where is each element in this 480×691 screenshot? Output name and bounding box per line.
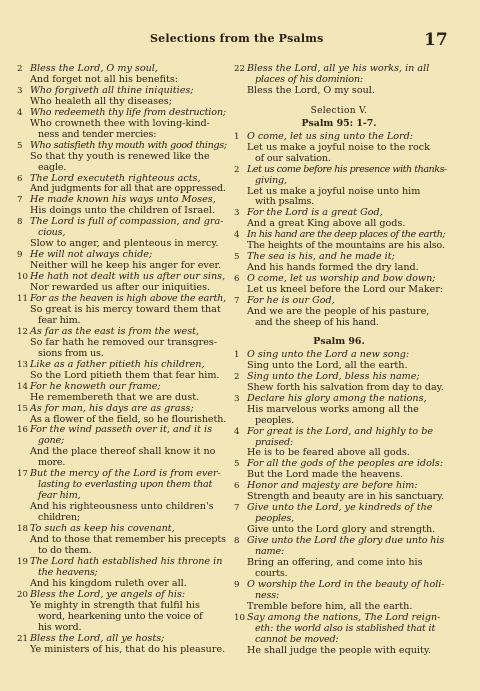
verse-line: And his righteousness unto children's — [30, 501, 214, 513]
verse-line: His doings unto the children of Israel. — [30, 205, 215, 217]
verse-number: 5 — [17, 140, 23, 151]
verse-number: 20 — [17, 589, 28, 600]
verse — [234, 208, 444, 230]
verse-number: 7 — [17, 195, 23, 206]
verse-line: Like as a father pitieth his children, — [30, 358, 205, 370]
verse — [17, 195, 225, 217]
verse-line: fear him, — [38, 490, 81, 502]
verse-line: Ye ministers of his, that do his pleasure. — [30, 643, 226, 655]
verse-line: He will not always chide; — [30, 249, 153, 261]
verse-line: lasting to everlasting upon them that — [38, 479, 213, 491]
verse-line: gone; — [38, 435, 65, 447]
verse — [17, 141, 225, 174]
verse — [17, 590, 225, 634]
verse-line: Bless the Lord, all ye hosts; — [30, 632, 165, 644]
verse-line: courts. — [255, 567, 288, 579]
verse-line: For he is our God, — [247, 295, 335, 307]
verse-number: 6 — [17, 173, 23, 184]
verse-line: He remembereth that we are dust. — [30, 391, 200, 403]
verse-line: So great is his mercy toward them that — [30, 303, 221, 315]
verse-number: 7 — [234, 296, 240, 307]
verse-line: sions from us. — [38, 347, 104, 359]
verse — [234, 252, 444, 274]
verse-line: Honor and majesty are before him: — [247, 480, 418, 492]
verse — [17, 64, 225, 86]
verse-line: His marvelous works among all the — [247, 403, 419, 415]
verse-line: Strength and beauty are in his sanctuary. — [247, 491, 444, 503]
verse-line: In his hand are the deep places of the earth; — [247, 229, 446, 241]
verse-number: 4 — [234, 230, 240, 241]
verse-number: 7 — [234, 503, 240, 514]
verse-line: And forget not all his benefits: — [30, 73, 179, 85]
verse-line: And a great King above all gods. — [247, 218, 406, 230]
verse-number: 3 — [234, 208, 240, 219]
verse-number: 15 — [17, 403, 28, 414]
verse-line: The sea is his, and he made it; — [247, 251, 395, 263]
right-column — [234, 63, 447, 657]
psalm-96-verses — [234, 350, 444, 657]
page-number: 17 — [424, 30, 448, 50]
verse — [234, 350, 444, 372]
verse — [17, 404, 225, 426]
verse-line: children; — [38, 512, 80, 524]
verse — [234, 163, 447, 209]
verse — [234, 132, 444, 165]
verse-line: For the Lord is a great God, — [247, 207, 383, 219]
verse-line: The Lord hath established his throne in — [30, 555, 223, 567]
verse-line: So far hath he removed our transgres- — [30, 336, 218, 348]
verse-line: Bring an offering, and come into his — [247, 556, 423, 568]
verse-line: O come, let us sing unto the Lord: — [247, 130, 414, 142]
verse-line: Who healeth all thy diseases; — [30, 95, 172, 107]
verse-line: the heavens; — [38, 566, 98, 578]
verse-line: For the wind passeth over it, and it is — [30, 424, 213, 436]
verse-number: 16 — [17, 425, 28, 436]
verse — [17, 250, 225, 272]
verse-line: ness and tender mercies: — [38, 128, 157, 140]
verse-line: Declare his glory among the nations, — [247, 392, 427, 404]
verse-line: Who redeemeth thy life from destruction; — [30, 106, 226, 118]
verse-number: 5 — [234, 459, 240, 470]
verse-line: For he knoweth our frame; — [30, 380, 161, 392]
verse — [234, 536, 444, 580]
verse-line: Who crowneth thee with loving-kind- — [30, 117, 210, 129]
verse-number: 4 — [234, 426, 240, 437]
verse-number: 8 — [234, 536, 240, 547]
verse — [234, 613, 444, 657]
verse-number: 10 — [17, 272, 28, 283]
verse-line: Bless the Lord, O my soul. — [247, 84, 375, 96]
verse-number: 12 — [17, 326, 28, 337]
psalm-103-continuation — [234, 64, 444, 97]
verse-line: And to those that remember his precepts — [30, 533, 226, 545]
verse-number: 8 — [17, 217, 23, 228]
verse — [17, 272, 225, 294]
verse-line: name: — [255, 546, 285, 558]
verse-line: Let us make a joyful noise to the rock — [247, 141, 430, 153]
verse-number: 10 — [234, 612, 245, 623]
verse-line: Let us make a joyful noise unto him — [247, 185, 421, 197]
verse-number: 6 — [234, 481, 240, 492]
verse-line: Let us come before his presence with thanks- — [247, 163, 447, 175]
left-column — [17, 64, 225, 655]
running-head: Selections from the Psalms — [150, 32, 324, 45]
verse-line: word, hearkening unto the voice of — [38, 610, 203, 622]
verse-line: Give unto the Lord the glory due unto his — [247, 535, 445, 547]
verse-line: Give unto the Lord glory and strength. — [247, 524, 436, 536]
verse — [17, 634, 225, 656]
verse-line: places of his dominion: — [255, 73, 363, 85]
verse — [17, 108, 225, 141]
verse-line: He is to be feared above all gods. — [247, 447, 410, 459]
verse — [17, 382, 225, 404]
verse — [234, 394, 444, 427]
psalm-95-verses — [234, 130, 447, 329]
verse-line: Sing unto the Lord, bless his name; — [247, 370, 420, 382]
verse-number: 21 — [17, 633, 28, 644]
verse-line: more. — [38, 457, 66, 469]
verse-number: 17 — [17, 469, 28, 480]
verse-line: eth: the world also is stablished that it — [255, 622, 436, 634]
verse-number: 1 — [234, 131, 240, 142]
verse-line: peoples. — [255, 414, 295, 426]
verse-line: peoples, — [255, 513, 295, 525]
verse-line: He made known his ways unto Moses, — [30, 194, 216, 206]
verse-line: The Lord is full of compassion, and gra- — [30, 216, 224, 228]
verse-line: And the place thereof shall know it no — [30, 446, 216, 458]
verse-number: 2 — [17, 64, 23, 74]
verse-line: He hath not dealt with us after our sins, — [30, 271, 226, 283]
verse-line: As a flower of the field, so he flourisheth. — [30, 413, 227, 425]
verse-line: For great is the Lord, and highly to be — [247, 425, 434, 437]
verse-number: 2 — [234, 371, 240, 382]
verse-number: 3 — [17, 85, 23, 96]
verse — [234, 481, 444, 503]
verse-line: Let us kneel before the Lord our Maker: — [247, 284, 444, 296]
verse-line: The Lord executeth righteous acts, — [30, 172, 201, 184]
verse-line: giving, — [255, 174, 287, 186]
verse — [234, 296, 444, 329]
verse — [234, 230, 444, 252]
verse — [234, 580, 444, 613]
verse-line: Bless the Lord, all ye his works, in all — [247, 63, 430, 74]
verse-line: Nor rewarded us after our iniquities. — [30, 282, 211, 294]
verse-number: 6 — [234, 274, 240, 285]
verse-line: cious, — [38, 227, 66, 239]
verse-line: of our salvation. — [255, 152, 331, 164]
verse-line: his word. — [38, 621, 82, 633]
verse-number: 3 — [234, 393, 240, 404]
verse — [17, 217, 225, 250]
verse-line: Sing unto the Lord, all the earth. — [247, 359, 408, 371]
verse-number: 5 — [234, 252, 240, 263]
verse-number: 14 — [17, 381, 28, 392]
verse-line: Shew forth his salvation from day to day. — [247, 381, 444, 393]
verse-line: And his hands formed the dry land. — [247, 262, 419, 274]
psalm-96-heading: Psalm 96. — [313, 335, 365, 347]
verse — [234, 503, 444, 536]
psalm-95-heading: Psalm 95: 1-7. — [301, 117, 377, 129]
verse-line: The heights of the mountains are his also. — [247, 240, 445, 252]
verse — [234, 427, 444, 460]
verse-line: For all the gods of the peoples are idols: — [247, 458, 444, 470]
verse-line: As far as the east is from the west, — [30, 325, 200, 337]
verse-line: praised: — [255, 436, 294, 448]
verse — [17, 425, 225, 469]
verse-line: He shall judge the people with equity. — [247, 644, 432, 656]
verse-line: O worship the Lord in the beauty of holi- — [247, 578, 445, 590]
verse-number: 9 — [234, 579, 240, 590]
verse-number: 9 — [17, 250, 23, 261]
verse-line: And judgments for all that are oppressed. — [30, 183, 226, 195]
verse — [17, 360, 225, 382]
verse-number: 13 — [17, 359, 28, 370]
verse-line: ness: — [255, 589, 280, 601]
verse-line: with psalms. — [255, 196, 315, 208]
verse — [17, 86, 225, 108]
verse-line: And we are the people of his pasture, — [247, 306, 430, 318]
verse — [17, 327, 225, 360]
verse-number: 22 — [234, 64, 245, 74]
verse-number: 18 — [17, 524, 28, 535]
verse-line: O sing unto the Lord a new song: — [247, 348, 410, 360]
verse-line: As for man, his days are as grass; — [30, 402, 194, 414]
verse-line: So the Lord pitieth them that fear him. — [30, 369, 220, 381]
verse-line: So that thy youth is renewed like the — [30, 150, 210, 162]
verse-number: 2 — [234, 164, 240, 175]
verse-line: And his kingdom ruleth over all. — [30, 577, 187, 589]
verse-line: For as the heaven is high above the earth, — [30, 293, 226, 305]
verse-line: Give unto the Lord, ye kindreds of the — [247, 502, 433, 514]
verse — [234, 372, 444, 394]
verse-line: Slow to anger, and plenteous in mercy. — [30, 238, 219, 250]
verse-line: to do them. — [38, 544, 92, 556]
verse — [17, 294, 225, 327]
verse-line: Neither will he keep his anger for ever. — [30, 260, 222, 272]
verse-line: Who satisfieth thy mouth with good things; — [30, 139, 227, 151]
verse-number: 11 — [17, 294, 28, 305]
verse-number: 4 — [17, 107, 23, 118]
verse-line: Tremble before him, all the earth. — [247, 600, 413, 612]
verse-number: 1 — [234, 349, 240, 360]
verse-line: O come, let us worship and bow down; — [247, 273, 436, 285]
verse — [234, 274, 444, 296]
verse-line: fear him. — [38, 314, 81, 326]
verse-line: Who forgiveth all thine iniquities; — [30, 84, 194, 96]
verse — [17, 524, 225, 557]
verse-line: eagle. — [38, 161, 67, 173]
verse-line: Bless the Lord, O my soul, — [30, 63, 158, 74]
verse — [234, 64, 444, 97]
verse-line: But the Lord made the heavens. — [247, 469, 404, 481]
verse-line: To such as keep his covenant, — [30, 523, 175, 535]
verse-line: Ye mighty in strength that fulfil his — [30, 599, 200, 611]
selection-heading: Selection V. — [310, 105, 368, 116]
page-header — [0, 30, 480, 54]
verse-line: Say among the nations, The Lord reign- — [247, 611, 441, 623]
verse — [17, 174, 225, 196]
verse-line: cannot be moved: — [255, 633, 339, 645]
verse-number: 19 — [17, 556, 28, 567]
verse-line: and the sheep of his hand. — [255, 316, 379, 328]
verse — [17, 469, 225, 524]
verse — [234, 459, 444, 481]
verse — [17, 557, 225, 590]
verse-line: But the mercy of the Lord is from ever- — [30, 468, 221, 480]
verse-line: Bless the Lord, ye angels of his: — [30, 588, 186, 600]
